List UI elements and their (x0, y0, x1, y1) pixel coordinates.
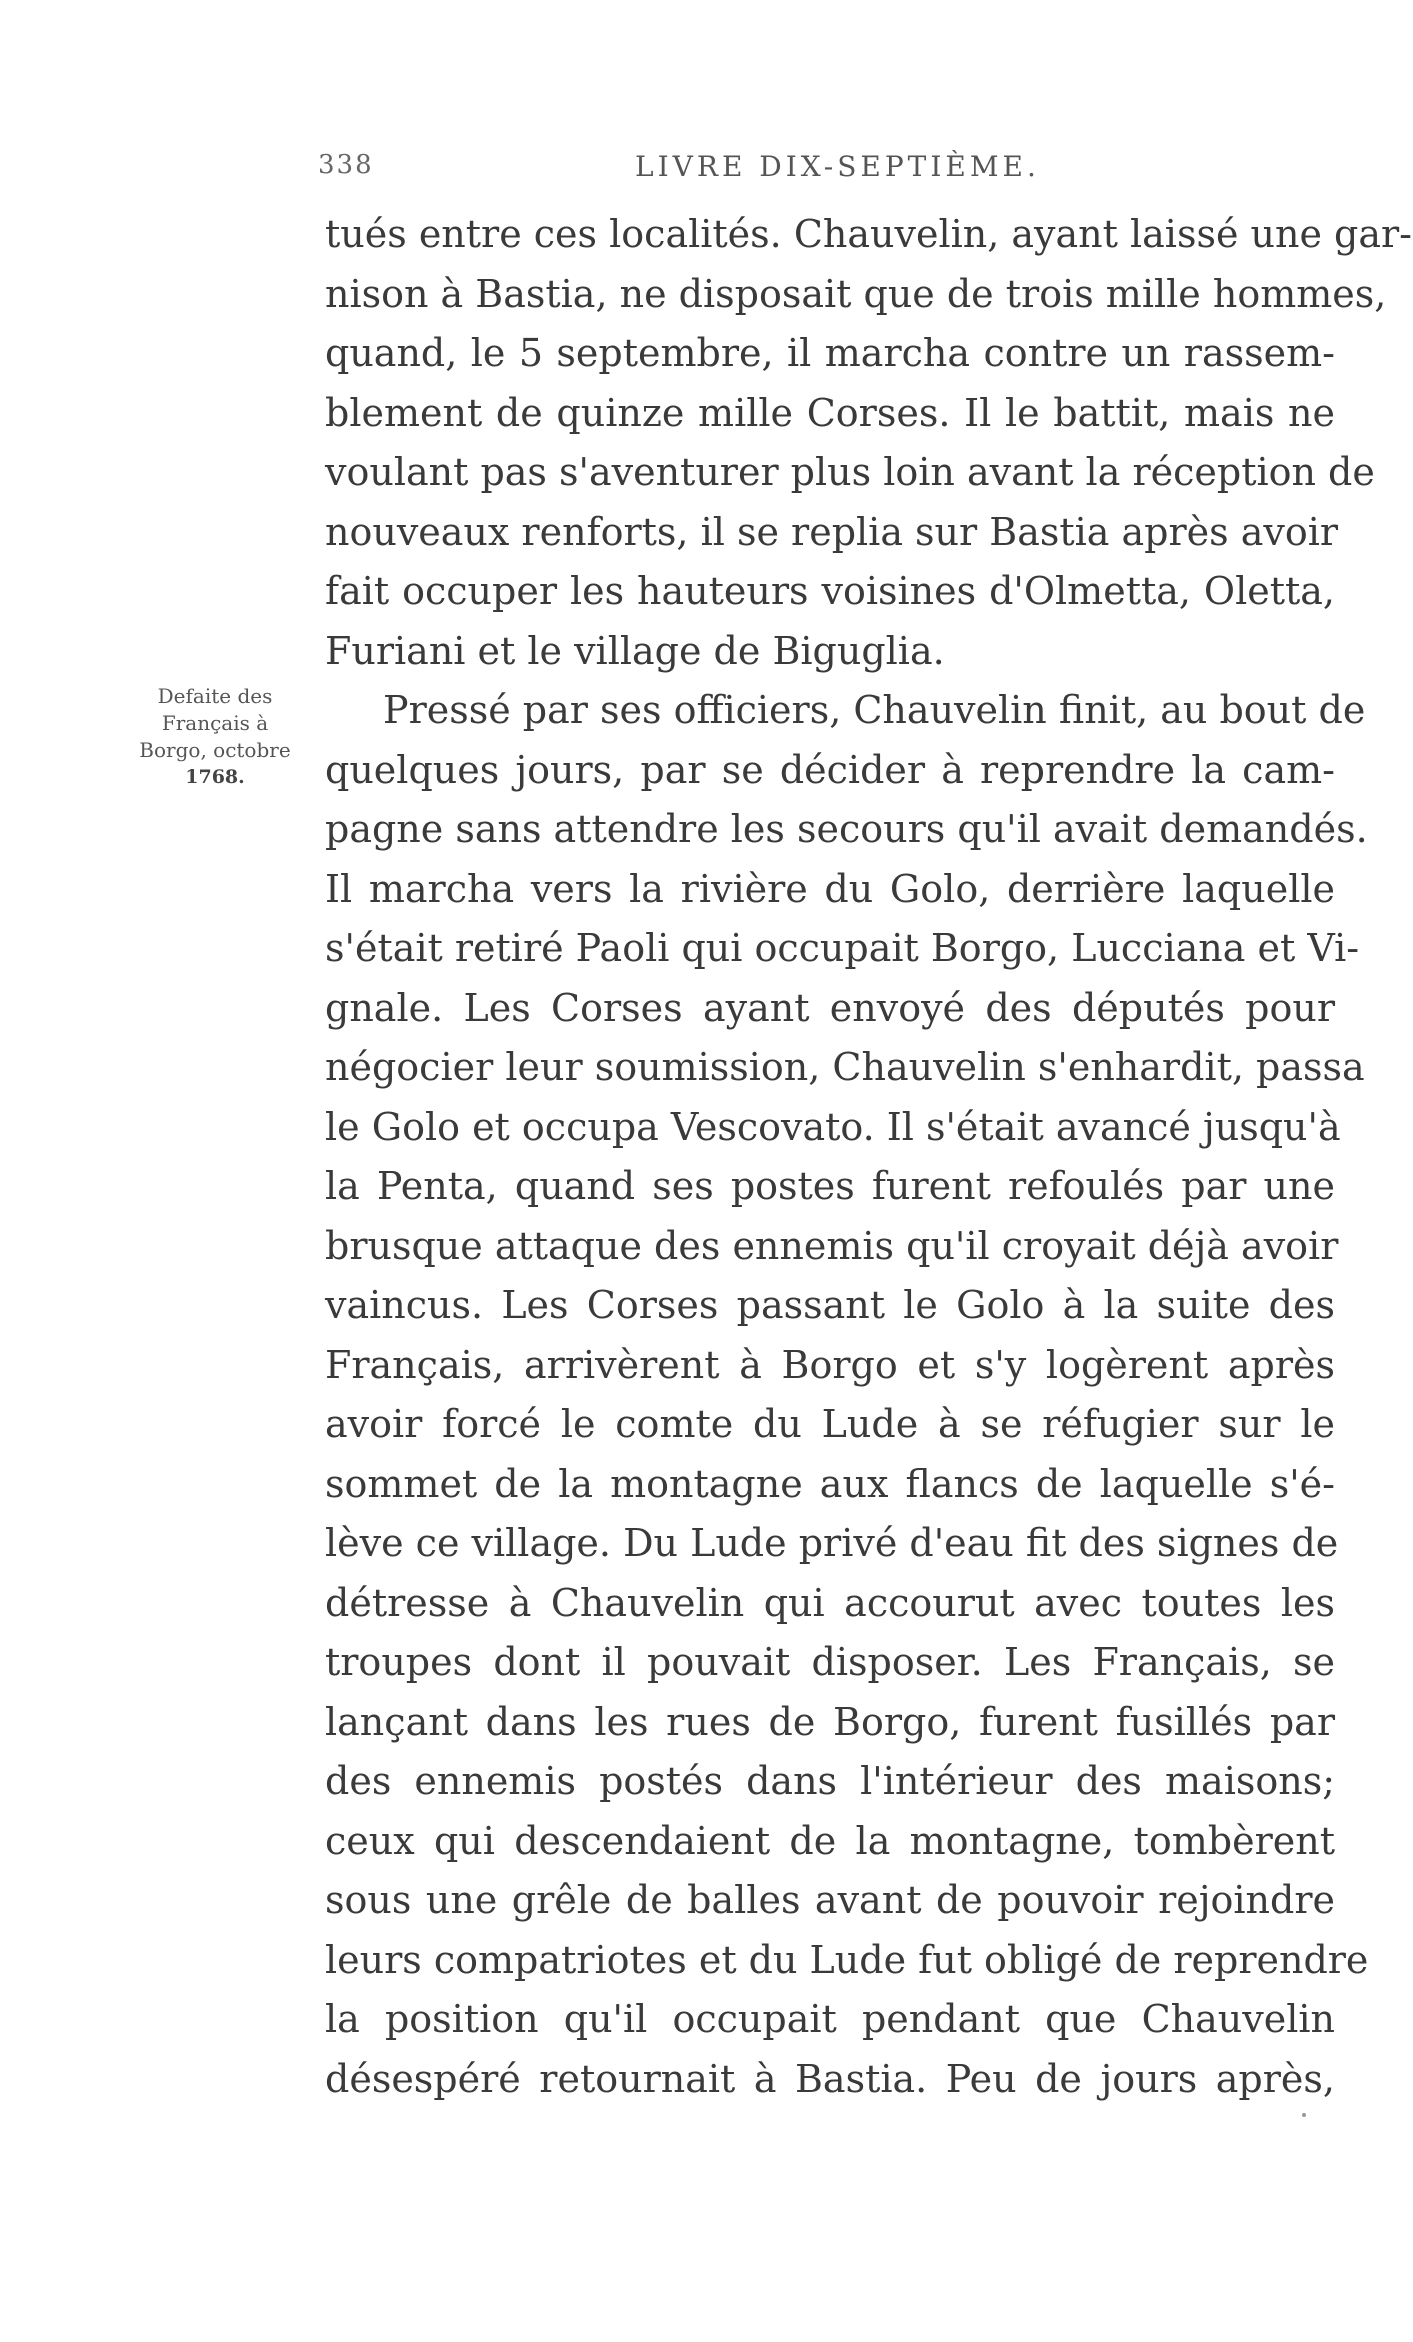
page-number: 338 (318, 150, 374, 180)
text-line: vaincus. Les Corses passant le Golo à la suite des (325, 1283, 1335, 1327)
text-line: voulant pas s'aventurer plus loin avant la réception de (325, 450, 1375, 494)
text-line: nouveaux renforts, il se replia sur Bastia après avoir (325, 509, 1339, 554)
text-line: brusque attaque des ennemis qu'il croyait déjà avoir (325, 1223, 1339, 1268)
margin-note-line: Borgo, octobre (139, 738, 291, 762)
text-line: avoir forcé le comte du Lude à se réfugier sur le (325, 1402, 1335, 1446)
running-title: LIVRE DIX-SEPTIÈME. (635, 150, 1040, 183)
text-line: troupes dont il pouvait disposer. Les Français, se (325, 1640, 1335, 1684)
text-line: ceux qui descendaient de la montagne, tombèrent (325, 1818, 1335, 1863)
text-line: sommet de la montagne aux flancs de laquelle s'é- (325, 1461, 1335, 1506)
text-line: quelques jours, par se décider à reprendre la cam- (325, 747, 1335, 792)
text-line: désespéré retournait à Bastia. Peu de jours après, (325, 2056, 1335, 2101)
body-text (325, 205, 1413, 2109)
text-line: Français, arrivèrent à Borgo et s'y logèrent après (325, 1342, 1335, 1387)
text-line: des ennemis postés dans l'intérieur des maisons; (325, 1759, 1335, 1803)
text-line: sous une grêle de balles avant de pouvoir rejoindre (325, 1878, 1335, 1922)
paragraph-start-line: Pressé par ses officiers, Chauvelin finit, au bout de (383, 688, 1366, 732)
text-line: lève ce village. Du Lude privé d'eau fit des signes de (325, 1521, 1339, 1565)
text-line: tués entre ces localités. Chauvelin, ayant laissé une gar- (325, 212, 1413, 256)
text-line: négocier leur soumission, Chauvelin s'enhardit, passa (325, 1045, 1365, 1089)
margin-note-line: Français à (161, 711, 269, 735)
text-line: fait occuper les hauteurs voisines d'Olmetta, Oletta, (325, 569, 1335, 613)
text-line: quand, le 5 septembre, il marcha contre un rassem- (325, 331, 1335, 375)
text-line: leurs compatriotes et du Lude fut obligé de reprendre (325, 1937, 1369, 1982)
margin-note-line: Defaite des (157, 684, 273, 708)
text-line: détresse à Chauvelin qui accourut avec toutes les (325, 1580, 1335, 1625)
text-line: la Penta, quand ses postes furent refoulés par une (325, 1164, 1335, 1208)
print-speck (1302, 2113, 1306, 2117)
text-line: Il marcha vers la rivière du Golo, derrière laquelle (325, 866, 1335, 911)
text-line: gnale. Les Corses ayant envoyé des députés pour (325, 985, 1335, 1030)
text-line: s'était retiré Paoli qui occupait Borgo, Lucciana et Vi- (325, 926, 1360, 970)
text-line: Furiani et le village de Biguglia. (325, 628, 945, 673)
text-line: nison à Bastia, ne disposait que de trois mille hommes, (325, 271, 1387, 316)
text-line: le Golo et occupa Vescovato. Il s'était avancé jusqu'à (325, 1104, 1341, 1149)
text-line: blement de quinze mille Corses. Il le battit, mais ne (325, 390, 1335, 435)
margin-note (115, 683, 315, 791)
margin-note-year: 1768. (185, 766, 245, 788)
text-line: la position qu'il occupait pendant que Chauvelin (325, 1997, 1335, 2041)
page-header (0, 150, 1413, 190)
text-line: pagne sans attendre les secours qu'il avait demandés. (325, 807, 1368, 851)
text-line: lançant dans les rues de Borgo, furent fusillés par (325, 1699, 1335, 1744)
